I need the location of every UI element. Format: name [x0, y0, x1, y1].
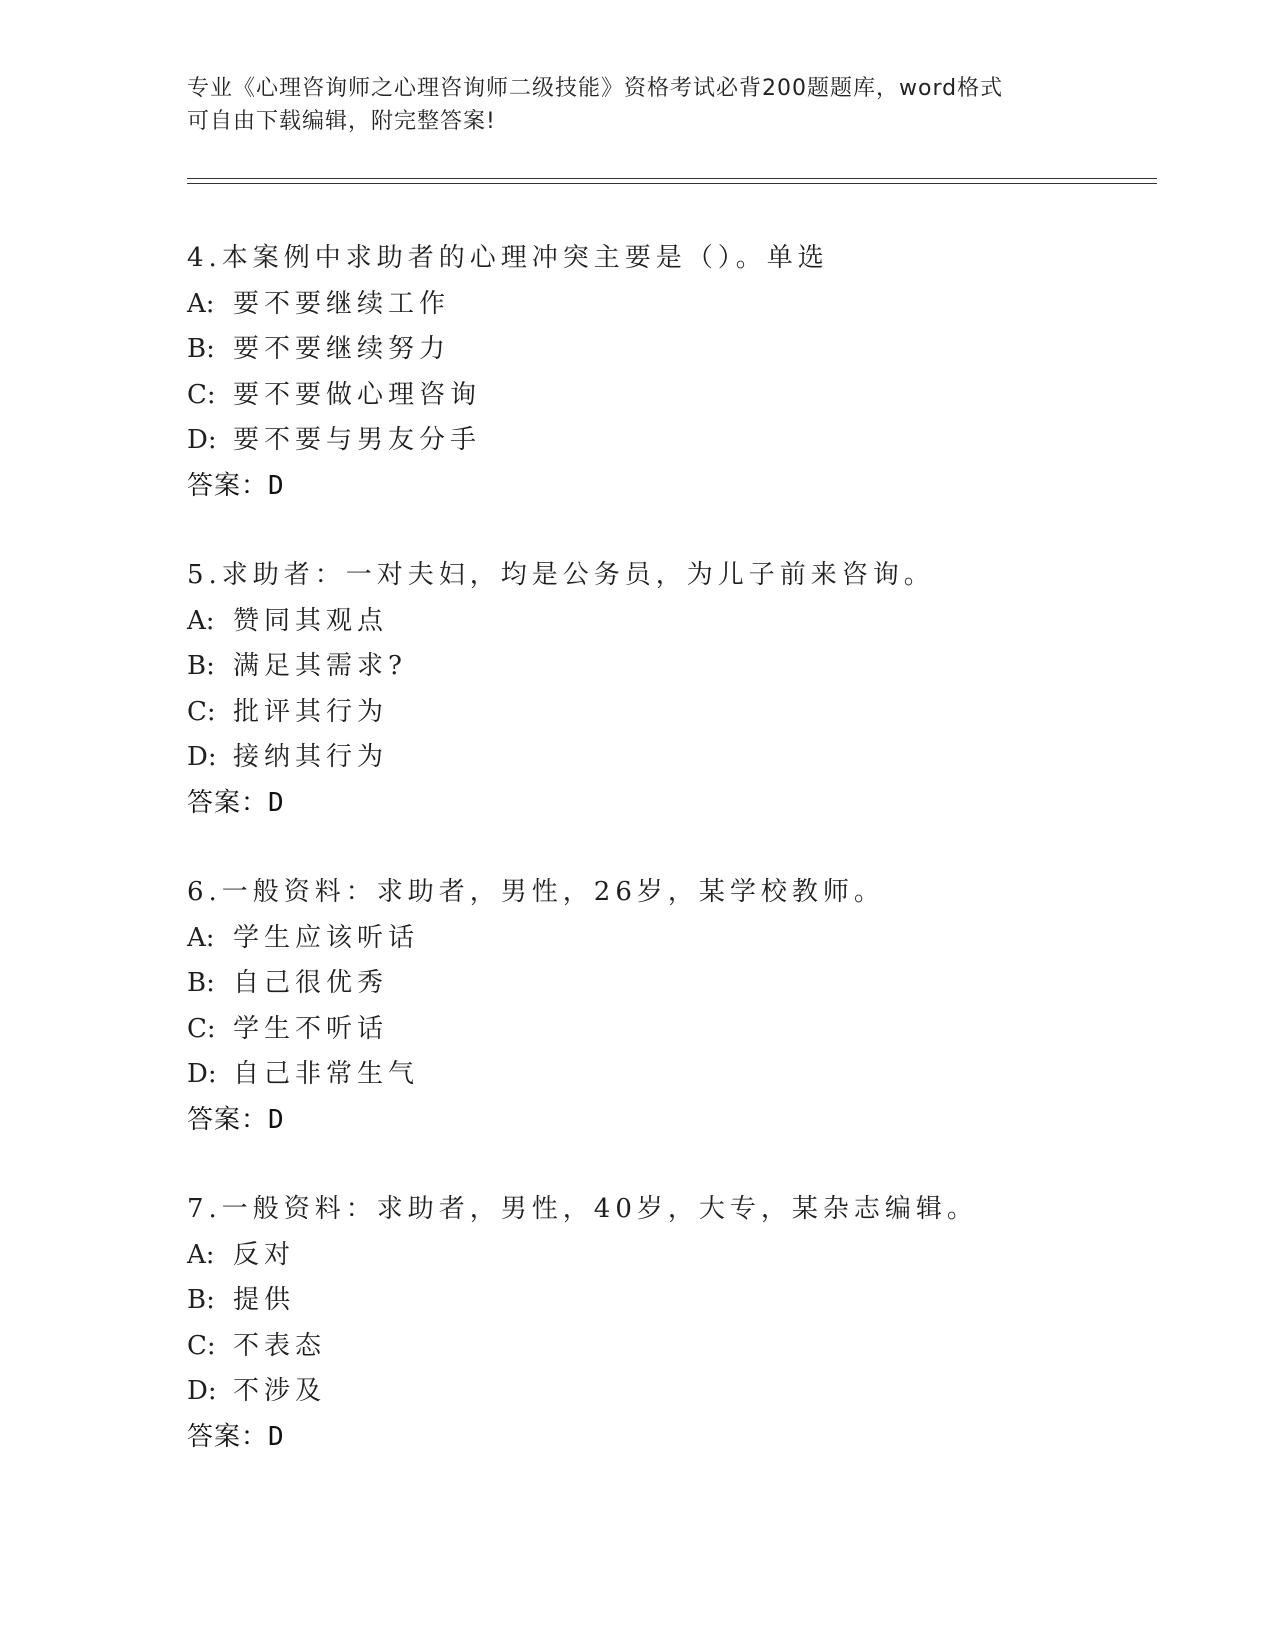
option-letter: D: — [187, 425, 217, 455]
question-item — [187, 553, 1187, 826]
answer-value: D — [268, 787, 284, 818]
question-stem: 4.本案例中求助者的心理冲突主要是（）。单选 — [187, 243, 829, 273]
option-b — [187, 1278, 1187, 1324]
answer-label: 答案： — [187, 470, 269, 501]
option-letter: B: — [187, 1285, 215, 1315]
option-letter: D: — [187, 1059, 217, 1089]
header-divider-bottom — [187, 183, 1157, 184]
option-c — [187, 1007, 1187, 1053]
option-d — [187, 418, 1187, 464]
question-item — [187, 870, 1187, 1143]
option-d — [187, 1369, 1187, 1415]
question-list — [187, 236, 1187, 1504]
option-letter: C: — [187, 379, 216, 410]
option-text: 要不要继续工作 — [233, 288, 451, 319]
option-text: 赞同其观点 — [233, 605, 389, 636]
option-text: 学生不听话 — [233, 1013, 389, 1044]
option-letter: A: — [187, 922, 215, 953]
option-text: 学生应该听话 — [233, 922, 420, 953]
question-stem: 5.求助者：一对夫妇，均是公务员，为儿子前来咨询。 — [187, 560, 935, 590]
option-text: 要不要继续努力 — [233, 334, 451, 364]
option-text: 提供 — [233, 1285, 296, 1315]
answer-value: D — [268, 1104, 284, 1135]
option-a — [187, 599, 1187, 645]
option-d — [187, 1052, 1187, 1098]
option-letter: A: — [187, 1239, 215, 1270]
answer-line — [187, 1098, 1187, 1144]
header-divider-top — [187, 178, 1157, 179]
header-title-line-2: 可自由下载编辑，附完整答案! — [187, 109, 496, 134]
option-a — [187, 916, 1187, 962]
option-text: 满足其需求? — [233, 651, 407, 681]
option-c — [187, 373, 1187, 419]
answer-line — [187, 781, 1187, 827]
option-letter: C: — [187, 696, 216, 727]
option-text: 不表态 — [233, 1330, 327, 1361]
question-item — [187, 236, 1187, 509]
option-letter: A: — [187, 605, 215, 636]
option-text: 要不要与男友分手 — [233, 425, 482, 455]
question-stem: 7.一般资料：求助者，男性，40岁，大专，某杂志编辑。 — [187, 1194, 978, 1224]
header-title-line-1: 专业《心理咨询师之心理咨询师二级技能》资格考试必背200题题库，word格式 — [187, 76, 1004, 101]
answer-label: 答案： — [187, 1104, 269, 1135]
answer-value: D — [268, 1421, 284, 1452]
question-item — [187, 1187, 1187, 1460]
option-letter: B: — [187, 334, 215, 364]
option-c — [187, 690, 1187, 736]
option-letter: B: — [187, 651, 215, 681]
option-c — [187, 1324, 1187, 1370]
option-letter: D: — [187, 742, 217, 772]
option-text: 批评其行为 — [233, 696, 389, 727]
option-letter: A: — [187, 288, 215, 319]
option-text: 反对 — [233, 1239, 296, 1270]
answer-line — [187, 1415, 1187, 1461]
option-letter: C: — [187, 1013, 216, 1044]
option-letter: B: — [187, 968, 215, 998]
option-d — [187, 735, 1187, 781]
option-a — [187, 282, 1187, 328]
document-header — [187, 72, 1087, 138]
question-stem: 6.一般资料：求助者，男性，26岁，某学校教师。 — [187, 877, 885, 907]
answer-value: D — [268, 470, 284, 501]
option-b — [187, 961, 1187, 1007]
option-text: 不涉及 — [233, 1376, 327, 1406]
option-b — [187, 327, 1187, 373]
option-b — [187, 644, 1187, 690]
option-text: 自己很优秀 — [233, 968, 389, 998]
option-letter: D: — [187, 1376, 217, 1406]
answer-label: 答案： — [187, 1421, 269, 1452]
option-text: 要不要做心理咨询 — [233, 379, 482, 410]
option-text: 接纳其行为 — [233, 742, 389, 772]
answer-line — [187, 464, 1187, 510]
option-text: 自己非常生气 — [233, 1059, 420, 1089]
option-a — [187, 1233, 1187, 1279]
answer-label: 答案： — [187, 787, 269, 818]
option-letter: C: — [187, 1330, 216, 1361]
